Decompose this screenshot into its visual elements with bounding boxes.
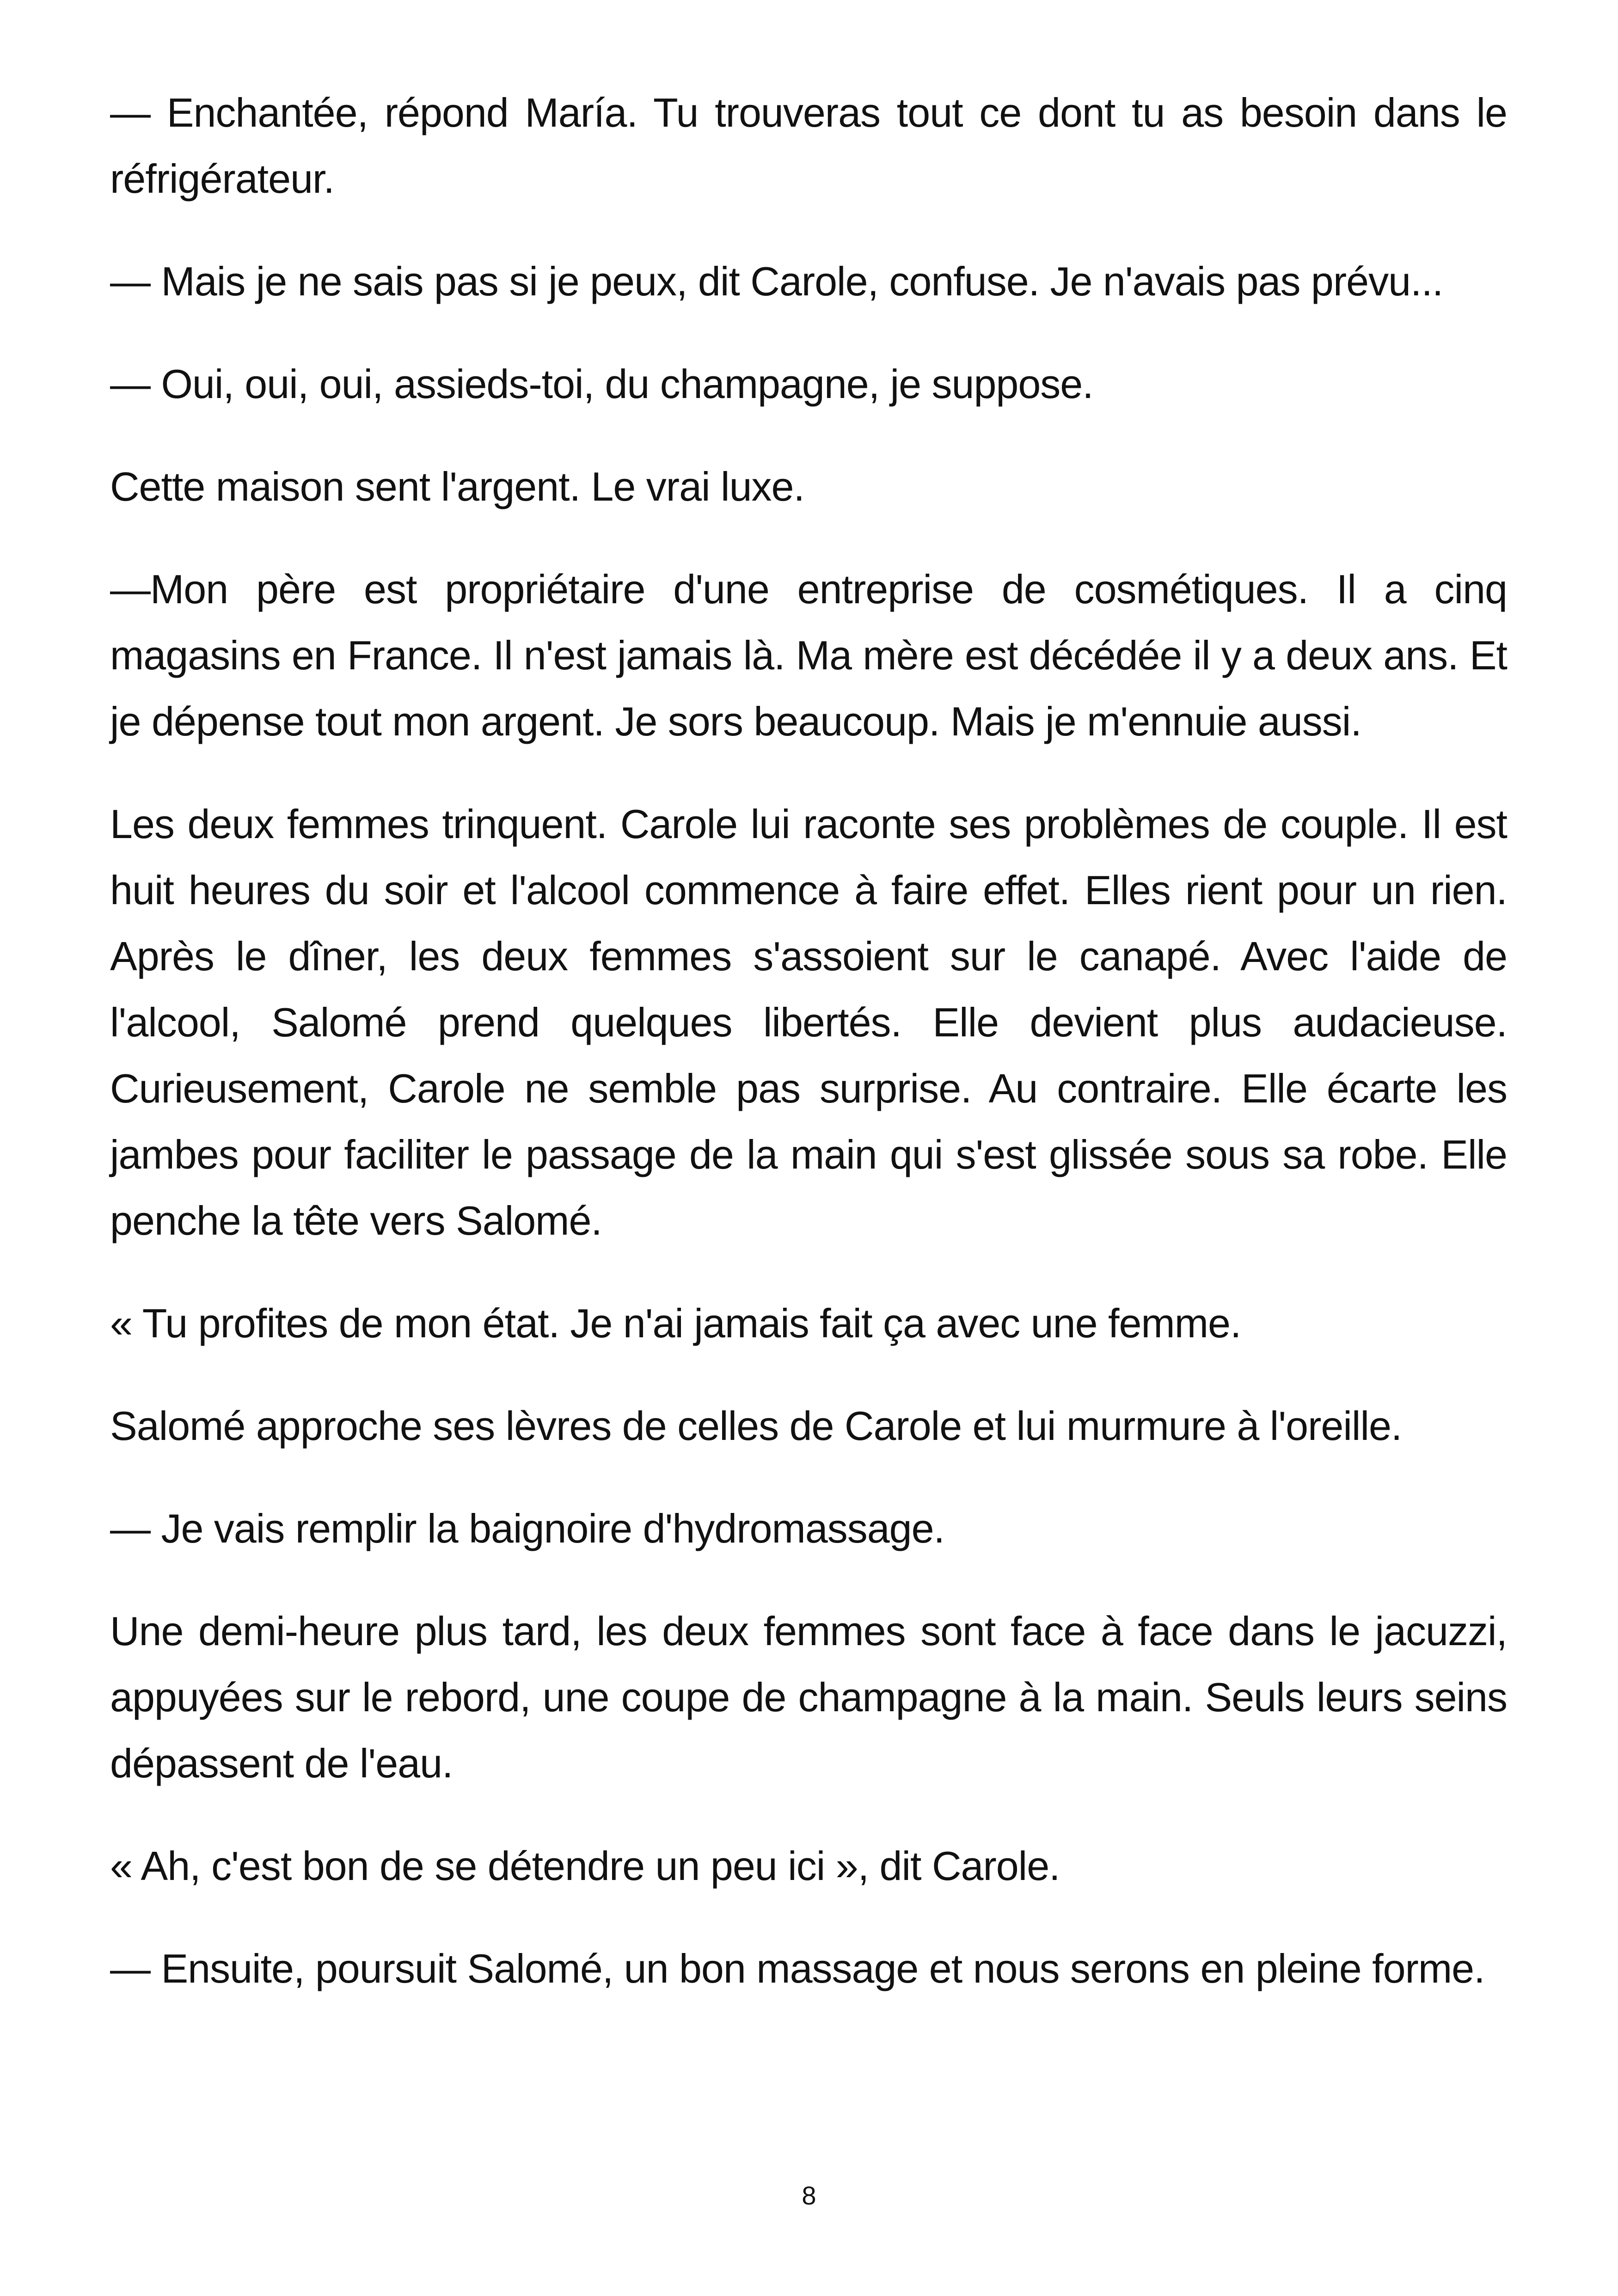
paragraph-4: Cette maison sent l'argent. Le vrai luxe. — [110, 464, 804, 509]
paragraph-11: « Ah, c'est bon de se détendre un peu ici », dit Carole. — [110, 1843, 1060, 1889]
page-text-body — [110, 80, 1507, 2038]
page-number: 8 — [802, 2181, 816, 2210]
paragraph-7: « Tu profites de mon état. Je n'ai jamais fait ça avec une femme. — [110, 1300, 1241, 1346]
paragraph-10: Une demi-heure plus tard, les deux femmes sont face à face dans le jacuzzi, appuyées sur le rebord, une coupe de champagne à la main. Seuls leurs seins dépassent de l'eau. — [110, 1608, 1507, 1786]
paragraph-12: — Ensuite, poursuit Salomé, un bon massage et nous serons en pleine forme. — [110, 1946, 1485, 1991]
paragraph-8: Salomé approche ses lèvres de celles de Carole et lui murmure à l'oreille. — [110, 1403, 1402, 1449]
paragraph-5: —Mon père est propriétaire d'une entreprise de cosmétiques. Il a cinq magasins en France. Il n'est jamais là. Ma mère est décédée il y a deux ans. Et je dépense tout mon argent. Je sors beaucoup. Mais je m'ennuie aussi. — [110, 566, 1507, 744]
paragraph-6: Les deux femmes trinquent. Carole lui raconte ses problèmes de couple. Il est huit heures du soir et l'alcool commence à faire effet. Elles rient pour un rien. Après le dîner, les deux femmes s'assoient sur le canapé. Avec l'aide de l'alcool, Salomé prend quelques libertés. Elle devient plus audacieuse. Curieusement, Carole ne semble pas surprise. Au contraire. Elle écarte les jambes pour faciliter le passage de la main qui s'est glissée sous sa robe. Elle penche la tête vers Salomé. — [110, 801, 1507, 1243]
paragraph-2: — Mais je ne sais pas si je peux, dit Carole, confuse. Je n'avais pas prévu... — [110, 258, 1443, 304]
paragraph-3: — Oui, oui, oui, assieds-toi, du champagne, je suppose. — [110, 361, 1093, 407]
paragraph-1: — Enchantée, répond María. Tu trouveras tout ce dont tu as besoin dans le réfrigérateur. — [110, 90, 1507, 202]
paragraph-9: — Je vais remplir la baignoire d'hydromassage. — [110, 1506, 944, 1551]
